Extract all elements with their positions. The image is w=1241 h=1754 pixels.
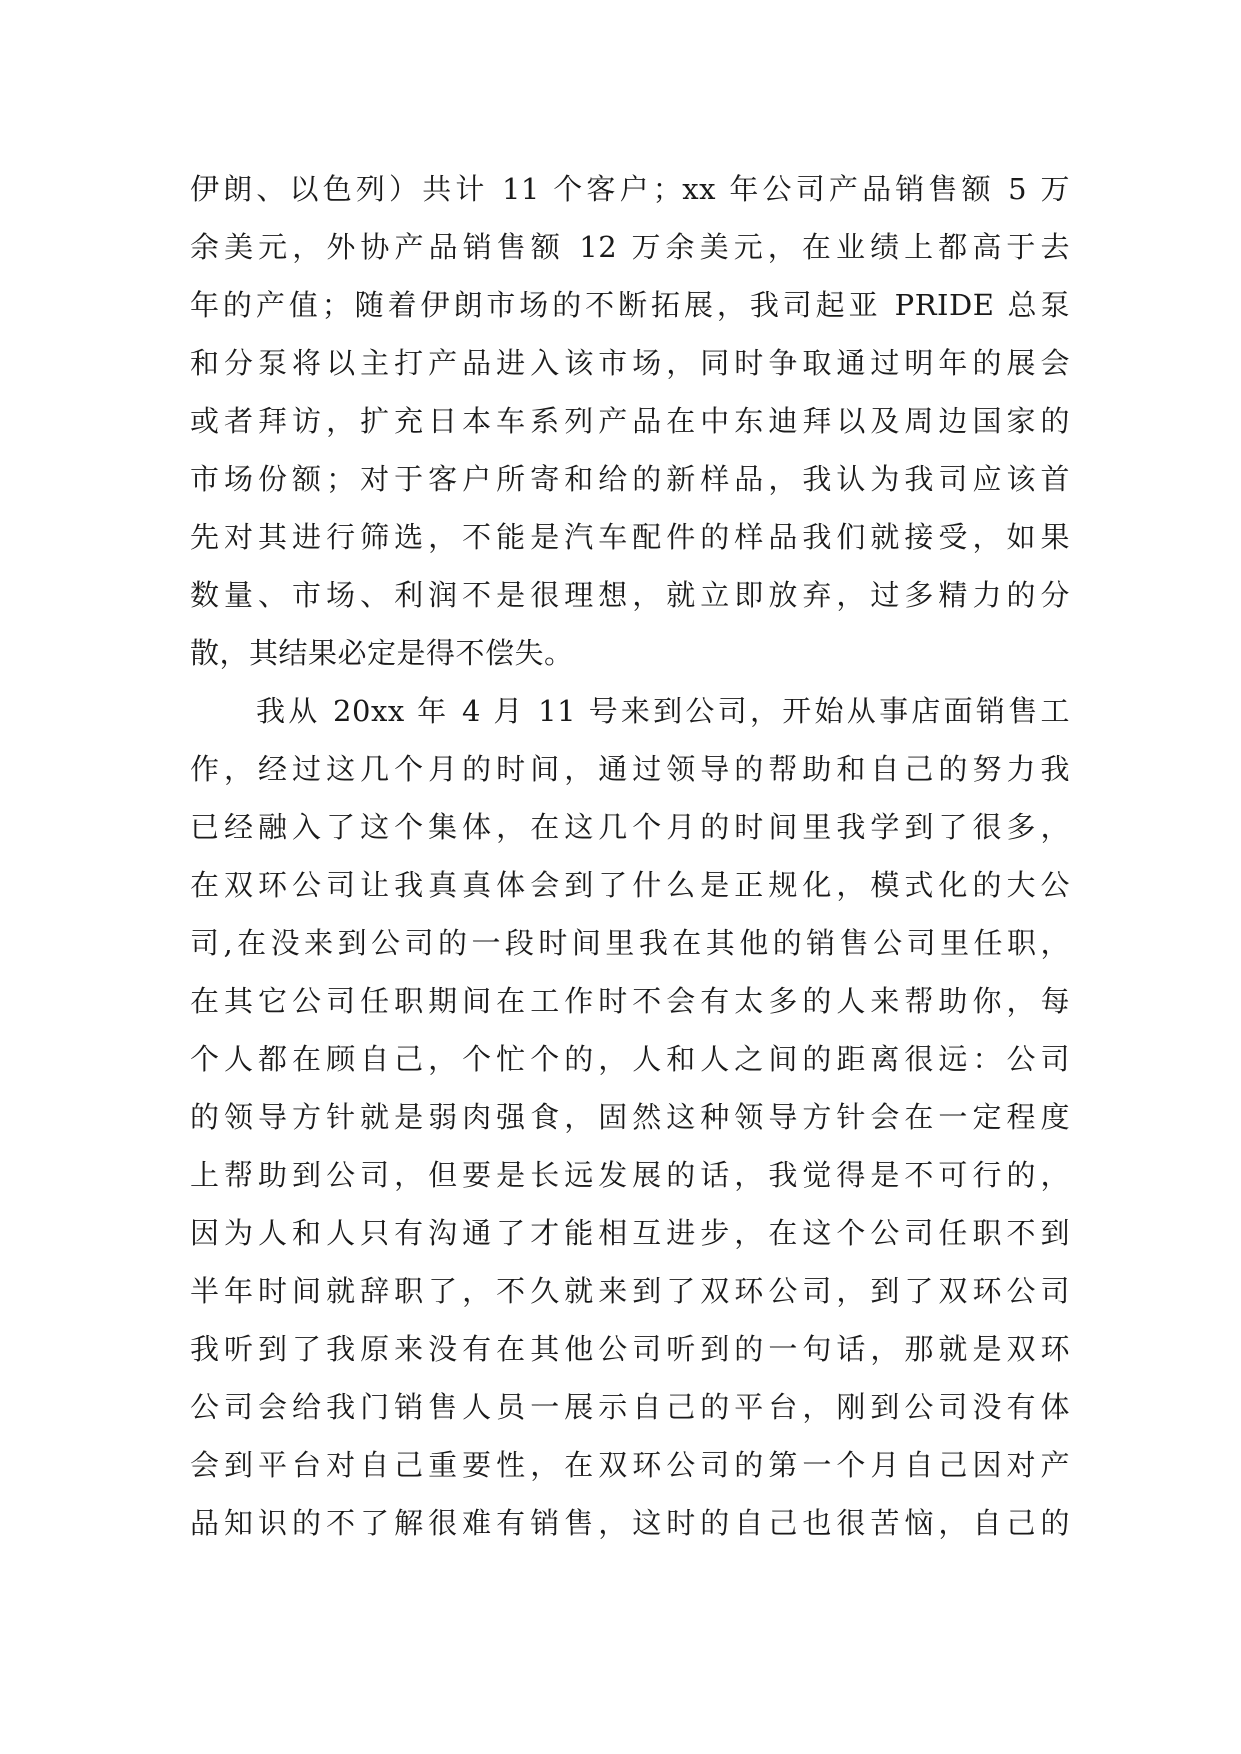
text-line: 在其它公司任职期间在工作时不会有太多的人来帮助你，每: [190, 984, 1070, 1018]
paragraph-start-line: 我从 20xx 年 4 月 11 号来到公司，开始从事店面销售工: [256, 694, 1070, 728]
text-line: 或者拜访，扩充日本车系列产品在中东迪拜以及周边国家的: [190, 404, 1070, 438]
text-line: 作，经过这几个月的时间，通过领导的帮助和自己的努力我: [190, 752, 1070, 786]
text-line: 先对其进行筛选，不能是汽车配件的样品我们就接受，如果: [190, 520, 1070, 554]
text-line: 我听到了我原来没有在其他公司听到的一句话，那就是双环: [190, 1332, 1070, 1366]
text-line: 市场份额；对于客户所寄和给的新样品，我认为我司应该首: [190, 462, 1070, 496]
text-line: 余美元，外协产品销售额 12 万余美元，在业绩上都高于去: [190, 230, 1070, 264]
text-line: 和分泵将以主打产品进入该市场，同时争取通过明年的展会: [190, 346, 1070, 380]
text-line: 公司会给我门销售人员一展示自己的平台，刚到公司没有体: [190, 1390, 1070, 1424]
text-line: 已经融入了这个集体，在这几个月的时间里我学到了很多，: [190, 810, 1070, 844]
text-line: 品知识的不了解很难有销售，这时的自己也很苦恼，自己的: [190, 1506, 1070, 1540]
text-line: 上帮助到公司，但要是长远发展的话，我觉得是不可行的，: [190, 1158, 1070, 1192]
text-line: 因为人和人只有沟通了才能相互进步，在这个公司任职不到: [190, 1216, 1070, 1250]
text-line: 散，其结果必定是得不偿失。: [190, 636, 574, 670]
text-line: 会到平台对自己重要性，在双环公司的第一个月自己因对产: [190, 1448, 1070, 1482]
text-line: 年的产值；随着伊朗市场的不断拓展，我司起亚 PRIDE 总泵: [190, 288, 1070, 322]
text-line: 的领导方针就是弱肉强食，固然这种领导方针会在一定程度: [190, 1100, 1070, 1134]
body-text: [190, 160, 1070, 1552]
text-line: 数量、市场、利润不是很理想，就立即放弃，过多精力的分: [190, 578, 1070, 612]
text-line: 伊朗、以色列）共计 11 个客户；xx 年公司产品销售额 5 万: [190, 172, 1070, 206]
text-line: 司,在没来到公司的一段时间里我在其他的销售公司里任职，: [190, 926, 1070, 960]
text-line: 在双环公司让我真真体会到了什么是正规化，模式化的大公: [190, 868, 1070, 902]
text-line: 个人都在顾自己，个忙个的，人和人之间的距离很远：公司: [190, 1042, 1070, 1076]
text-line: 半年时间就辞职了，不久就来到了双环公司，到了双环公司: [190, 1274, 1070, 1308]
